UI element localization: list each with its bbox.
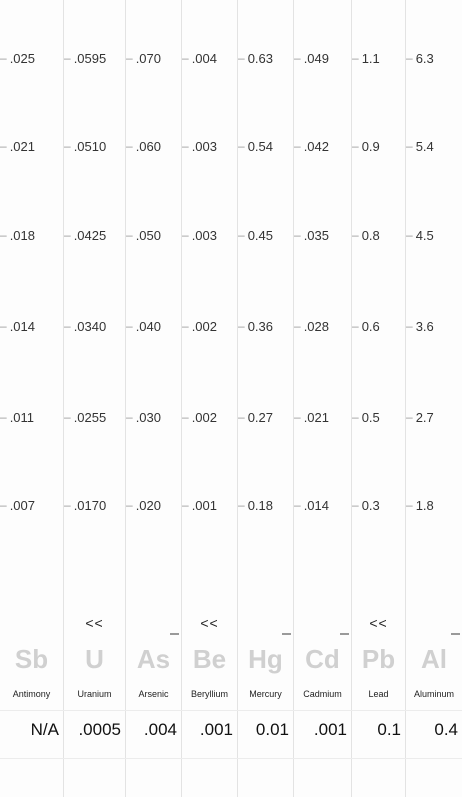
- element-symbol: Be: [192, 644, 227, 674]
- tick-value: .0170: [73, 497, 107, 513]
- tick-value: 4.5: [415, 227, 434, 243]
- scale-tick: – 1.1: [352, 50, 380, 66]
- tick-value: .0425: [73, 227, 107, 243]
- tick-value: 0.5: [361, 409, 380, 425]
- scale-tick: – 0.8: [352, 227, 380, 243]
- tick-value: 1.8: [415, 497, 434, 513]
- scale-tick: – 0.6: [352, 318, 380, 334]
- scale-tick: – .021: [294, 409, 329, 425]
- tick-value: 1.1: [361, 50, 380, 66]
- element-name: Beryllium: [190, 689, 228, 699]
- column-uranium: [63, 0, 125, 797]
- tick-value: .030: [135, 409, 161, 425]
- scale-tick: – .002: [182, 318, 217, 334]
- element-symbol: Sb: [14, 644, 49, 674]
- scale-tick: – .001: [182, 497, 217, 513]
- tick-value: 0.45: [247, 227, 273, 243]
- scale-arrows: <<: [369, 615, 388, 631]
- tick-value: 0.18: [247, 497, 273, 513]
- tick-value: 0.6: [361, 318, 380, 334]
- tick-value: .020: [135, 497, 161, 513]
- scale-tick: – .011: [0, 409, 35, 425]
- tick-value: 5.4: [415, 138, 434, 154]
- element-symbol: Pb: [361, 644, 396, 674]
- scale-tick: – .003: [182, 138, 217, 154]
- scale-tick: – .004: [182, 50, 217, 66]
- element-symbol: Hg: [248, 644, 283, 674]
- scale-marker: [170, 633, 179, 635]
- element-reading: .001: [313, 720, 347, 739]
- tick-value: .014: [303, 497, 329, 513]
- tick-value: .060: [135, 138, 161, 154]
- element-reading: .0005: [78, 720, 121, 739]
- tick-value: 3.6: [415, 318, 434, 334]
- scale-tick: – .030: [126, 409, 161, 425]
- scale-tick: – .042: [294, 138, 329, 154]
- tick-value: .018: [9, 227, 35, 243]
- element-name: Uranium: [77, 689, 112, 699]
- element-name: Cadmium: [303, 689, 342, 699]
- tick-value: .004: [191, 50, 217, 66]
- element-symbol: U: [85, 644, 104, 674]
- column-beryllium: [181, 0, 237, 797]
- scale-tick: – .0170: [64, 497, 107, 513]
- scale-tick: – 1.8: [406, 497, 434, 513]
- scale-tick: – 2.7: [406, 409, 434, 425]
- tick-value: 0.27: [247, 409, 273, 425]
- scale-arrows: <<: [200, 615, 219, 631]
- element-name: Arsenic: [138, 689, 169, 699]
- tick-value: .002: [191, 409, 217, 425]
- divider: [0, 758, 462, 759]
- tick-value: 0.63: [247, 50, 273, 66]
- scale-tick: – 0.18: [238, 497, 273, 513]
- tick-value: 6.3: [415, 50, 434, 66]
- tick-value: 0.3: [361, 497, 380, 513]
- element-symbol: Cd: [305, 644, 340, 674]
- scale-tick: – .018: [0, 227, 35, 243]
- tick-value: .035: [303, 227, 329, 243]
- tick-value: .0255: [73, 409, 107, 425]
- scale-tick: – .0340: [64, 318, 107, 334]
- tick-value: .0595: [73, 50, 107, 66]
- scale-tick: – .014: [294, 497, 329, 513]
- tick-value: .014: [9, 318, 35, 334]
- scale-tick: – .0595: [64, 50, 107, 66]
- scale-tick: – 3.6: [406, 318, 434, 334]
- scale-tick: – .040: [126, 318, 161, 334]
- tick-value: 0.9: [361, 138, 380, 154]
- tick-value: .025: [9, 50, 35, 66]
- tick-value: .021: [303, 409, 329, 425]
- tick-value: .042: [303, 138, 329, 154]
- scale-tick: – .014: [0, 318, 35, 334]
- scale-tick: – 0.63: [238, 50, 273, 66]
- tick-value: .050: [135, 227, 161, 243]
- scale-tick: – 0.36: [238, 318, 273, 334]
- scale-tick: – 0.9: [352, 138, 380, 154]
- column-lead: [351, 0, 405, 797]
- element-reading: .004: [143, 720, 177, 739]
- tick-value: .028: [303, 318, 329, 334]
- column-arsenic: [125, 0, 181, 797]
- element-reading: 0.01: [255, 720, 289, 739]
- tick-value: .002: [191, 318, 217, 334]
- scale-tick: – .0425: [64, 227, 107, 243]
- tick-value: .003: [191, 138, 217, 154]
- scale-arrows: <<: [85, 615, 104, 631]
- element-reading: .001: [199, 720, 233, 739]
- tick-value: 0.36: [247, 318, 273, 334]
- tick-value: .003: [191, 227, 217, 243]
- tick-value: 0.8: [361, 227, 380, 243]
- element-name: Aluminum: [413, 689, 454, 699]
- scale-tick: – .049: [294, 50, 329, 66]
- scale-tick: – .007: [0, 497, 35, 513]
- scale-tick: – .060: [126, 138, 161, 154]
- tick-value: .021: [9, 138, 35, 154]
- tick-value: .007: [9, 497, 35, 513]
- column-antimony: [0, 0, 63, 797]
- scale-tick: – .035: [294, 227, 329, 243]
- tick-value: .040: [135, 318, 161, 334]
- element-name: Mercury: [249, 689, 282, 699]
- scale-tick: – .025: [0, 50, 35, 66]
- scale-tick: – .021: [0, 138, 35, 154]
- scale-tick: – 6.3: [406, 50, 434, 66]
- tick-value: .0340: [73, 318, 107, 334]
- scale-tick: – 4.5: [406, 227, 434, 243]
- element-symbol: Al: [421, 644, 447, 674]
- tick-value: .011: [9, 409, 35, 425]
- element-reading: 0.1: [377, 720, 401, 739]
- scale-tick: – 0.54: [238, 138, 273, 154]
- scale-tick: – 0.3: [352, 497, 380, 513]
- scale-tick: – 0.5: [352, 409, 380, 425]
- scale-marker: [451, 633, 460, 635]
- divider: [0, 710, 462, 711]
- tick-value: .049: [303, 50, 329, 66]
- tick-value: .001: [191, 497, 217, 513]
- scale-marker: [282, 633, 291, 635]
- element-reading: N/A: [30, 720, 59, 739]
- tick-value: 0.54: [247, 138, 273, 154]
- element-reading: 0.4: [434, 720, 458, 739]
- scale-tick: – .070: [126, 50, 161, 66]
- scale-tick: – 5.4: [406, 138, 434, 154]
- tick-value: .0510: [73, 138, 107, 154]
- scale-tick: – .028: [294, 318, 329, 334]
- scale-tick: – .002: [182, 409, 217, 425]
- scale-tick: – .0255: [64, 409, 107, 425]
- scale-marker: [340, 633, 349, 635]
- scale-tick: – 0.45: [238, 227, 273, 243]
- element-name: Antimony: [12, 689, 51, 699]
- tick-value: 2.7: [415, 409, 434, 425]
- scale-tick: – .020: [126, 497, 161, 513]
- column-cadmium: [293, 0, 351, 797]
- scale-tick: – .003: [182, 227, 217, 243]
- scale-tick: – .0510: [64, 138, 107, 154]
- element-name: Lead: [368, 689, 389, 699]
- element-symbol: As: [136, 644, 171, 674]
- tick-value: .070: [135, 50, 161, 66]
- column-mercury: [237, 0, 293, 797]
- scale-tick: – .050: [126, 227, 161, 243]
- scale-tick: – 0.27: [238, 409, 273, 425]
- column-aluminum: [405, 0, 462, 797]
